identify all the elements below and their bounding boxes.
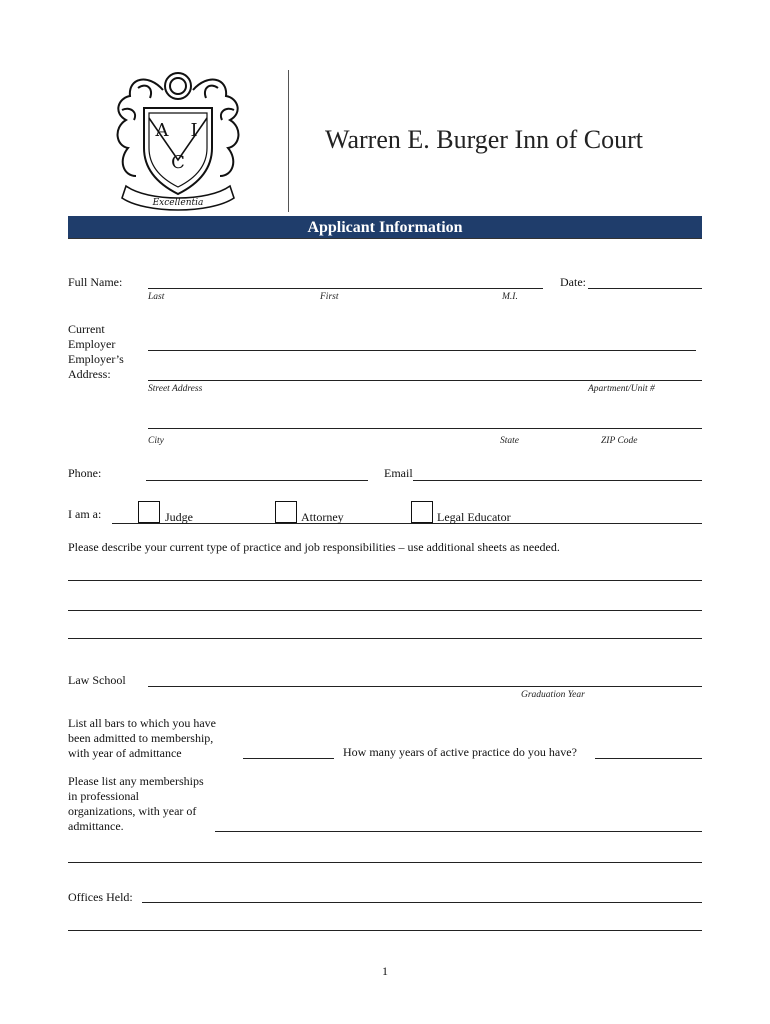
role-underline (112, 523, 702, 524)
date-field[interactable] (588, 288, 702, 289)
seal-letter-a: A (155, 120, 169, 141)
practice-prompt: Please describe your current type of practice and job responsibilities – use additional sheets as needed. (68, 540, 560, 554)
law-school-label: Law School (68, 673, 126, 687)
state-caption: State (500, 436, 519, 446)
mi-caption: M.I. (502, 292, 518, 302)
city-state-zip-field[interactable] (148, 428, 702, 429)
seal-letter-c: C (171, 152, 185, 173)
date-label: Date: (560, 275, 586, 289)
offices-held-extra-line[interactable] (68, 930, 702, 931)
phone-field[interactable] (146, 480, 368, 481)
header-divider (288, 70, 289, 212)
years-practice-label: How many years of active practice do you have? (343, 745, 577, 759)
practice-line-3[interactable] (68, 638, 702, 639)
memberships-extra-line[interactable] (68, 862, 702, 863)
full-name-label: Full Name: (68, 275, 123, 289)
memberships-label: Please list any memberships in professional organizations, with year of admittance. (68, 774, 204, 833)
page-number: 1 (382, 964, 388, 978)
section-banner: Applicant Information (68, 216, 702, 238)
practice-line-2[interactable] (68, 610, 702, 611)
apartment-caption: Apartment/Unit # (588, 384, 655, 394)
banner-underline (68, 238, 702, 239)
seal-letter-i: I (190, 120, 198, 141)
full-name-field[interactable] (148, 288, 543, 289)
zip-caption: ZIP Code (601, 436, 638, 446)
last-name-caption: Last (148, 292, 165, 302)
street-address-caption: Street Address (148, 384, 203, 394)
email-label: Email (384, 466, 413, 480)
inn-of-court-seal-logo (108, 68, 248, 214)
first-name-caption: First (320, 292, 339, 302)
bars-label: List all bars to which you have been admitted to membership, with year of admittance (68, 716, 216, 760)
legal-educator-option-label: Legal Educator (437, 510, 511, 524)
graduation-year-caption: Graduation Year (521, 690, 585, 700)
employer-label: Current Employer Employer’s Address: (68, 322, 124, 381)
attorney-option-label: Attorney (301, 510, 344, 524)
practice-line-1[interactable] (68, 580, 702, 581)
attorney-checkbox[interactable] (275, 501, 297, 523)
email-field[interactable] (413, 480, 702, 481)
law-school-field[interactable] (148, 686, 702, 687)
bars-field[interactable] (243, 758, 334, 759)
phone-label: Phone: (68, 466, 102, 480)
seal-motto: Excellentia (152, 198, 204, 208)
memberships-field[interactable] (215, 831, 702, 832)
judge-option-label: Judge (165, 510, 193, 524)
page-title: Warren E. Burger Inn of Court (325, 125, 644, 154)
judge-checkbox[interactable] (138, 501, 160, 523)
city-caption: City (148, 436, 164, 446)
years-practice-field[interactable] (595, 758, 702, 759)
offices-held-field[interactable] (142, 902, 702, 903)
offices-held-label: Offices Held: (68, 890, 133, 904)
legal-educator-checkbox[interactable] (411, 501, 433, 523)
street-address-field[interactable] (148, 380, 702, 381)
role-label: I am a: (68, 507, 102, 521)
employer-field[interactable] (148, 350, 696, 351)
